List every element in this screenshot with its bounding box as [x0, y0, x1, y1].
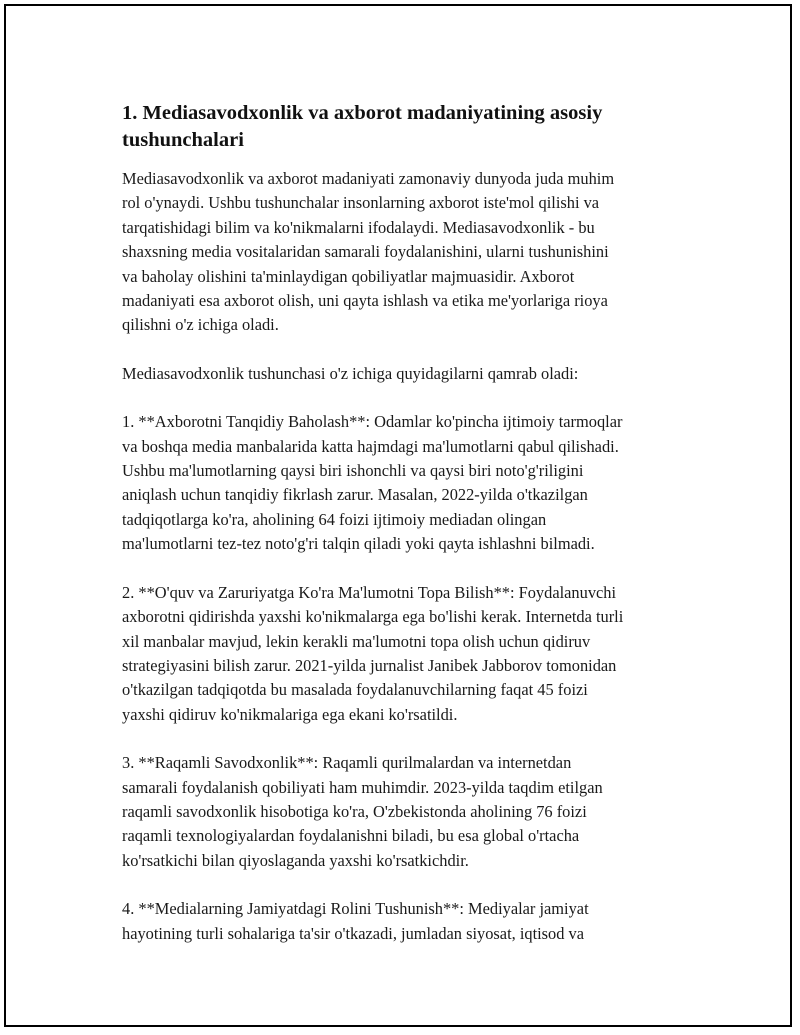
section-heading: 1. Mediasavodxonlik va axborot madaniyatining asosiy tushunchalari — [122, 102, 603, 151]
page-frame — [4, 4, 792, 1027]
paragraph-list-intro: Mediasavodxonlik tushunchasi o'z ichiga quyidagilarni qamrab oladi: — [122, 363, 579, 383]
paragraph-item-1: 1. **Axborotni Tanqidiy Baholash**: Odamlar ko'pincha ijtimoiy tarmoqlar va boshqa media manbalarida katta hajmdagi ma'lumotlarni qabul qilishadi. Ushbu ma'lumotlarning qaysi biri ishonchli va qaysi biri noto'g'riligini aniqlash uchun tanqidiy fikrlash zarur. Masalan, 2022-yilda o'tkazilgan tadqiqotlarga ko'ra, aholining 64 foizi ijtimoiy mediadan olingan ma'lumotlarni tez-tez noto'g'ri talqin qiladi yoki qayta ishlashni bilmadi. — [122, 412, 623, 554]
paragraph-intro: Mediasavodxonlik va axborot madaniyati zamonaviy dunyoda juda muhim rol o'ynaydi. Ushbu tushunchalar insonlarning axborot iste'mol qilishi va tarqatishidagi bilim va ko'nikmalarni ifodalaydi. Mediasavodxonlik - bu shaxsning media vositalaridan samarali foydalanishini, ularni tushunishini va baholay olishini ta'minlaydigan qobiliyatlar majmuasidir. Axborot madaniyati esa axborot olish, uni qayta ishlash va etika me'yorlariga rioya qilishni o'z ichiga oladi. — [122, 169, 615, 335]
document-body — [122, 100, 712, 970]
paragraph-item-4: 4. **Medialarning Jamiyatdagi Rolini Tushunish**: Mediyalar jamiyat hayotining turli sohalariga ta'sir o'tkazadi, jumladan siyosat, iqtisod va — [122, 899, 589, 943]
paragraph-item-2: 2. **O'quv va Zaruriyatga Ko'ra Ma'lumotni Topa Bilish**: Foydalanuvchi axborotni qidirishda yaxshi ko'nikmalarga ega bo'lishi kerak. Internetda turli xil manbalar mavjud, lekin kerakli ma'lumotni topa olish uchun qidiruv strategiyasini bilish zarur. 2021-yilda jurnalist Janibek Jabborov tomonidan o'tkazilgan tadqiqotda bu masalada foydalanuvchilarning faqat 45 foizi yaxshi qidiruv ko'nikmalariga ega ekani ko'rsatildi. — [122, 582, 624, 724]
paragraph-item-3: 3. **Raqamli Savodxonlik**: Raqamli qurilmalardan va internetdan samarali foydalanish qobiliyati ham muhimdir. 2023-yilda taqdim etilgan raqamli savodxonlik hisobotiga ko'ra, O'zbekistonda aholining 76 foizi raqamli texnologiyalardan foydalanishni biladi, bu esa global o'rtacha ko'rsatkichi bilan qiyoslaganda yaxshi ko'rsatkichdir. — [122, 753, 603, 870]
